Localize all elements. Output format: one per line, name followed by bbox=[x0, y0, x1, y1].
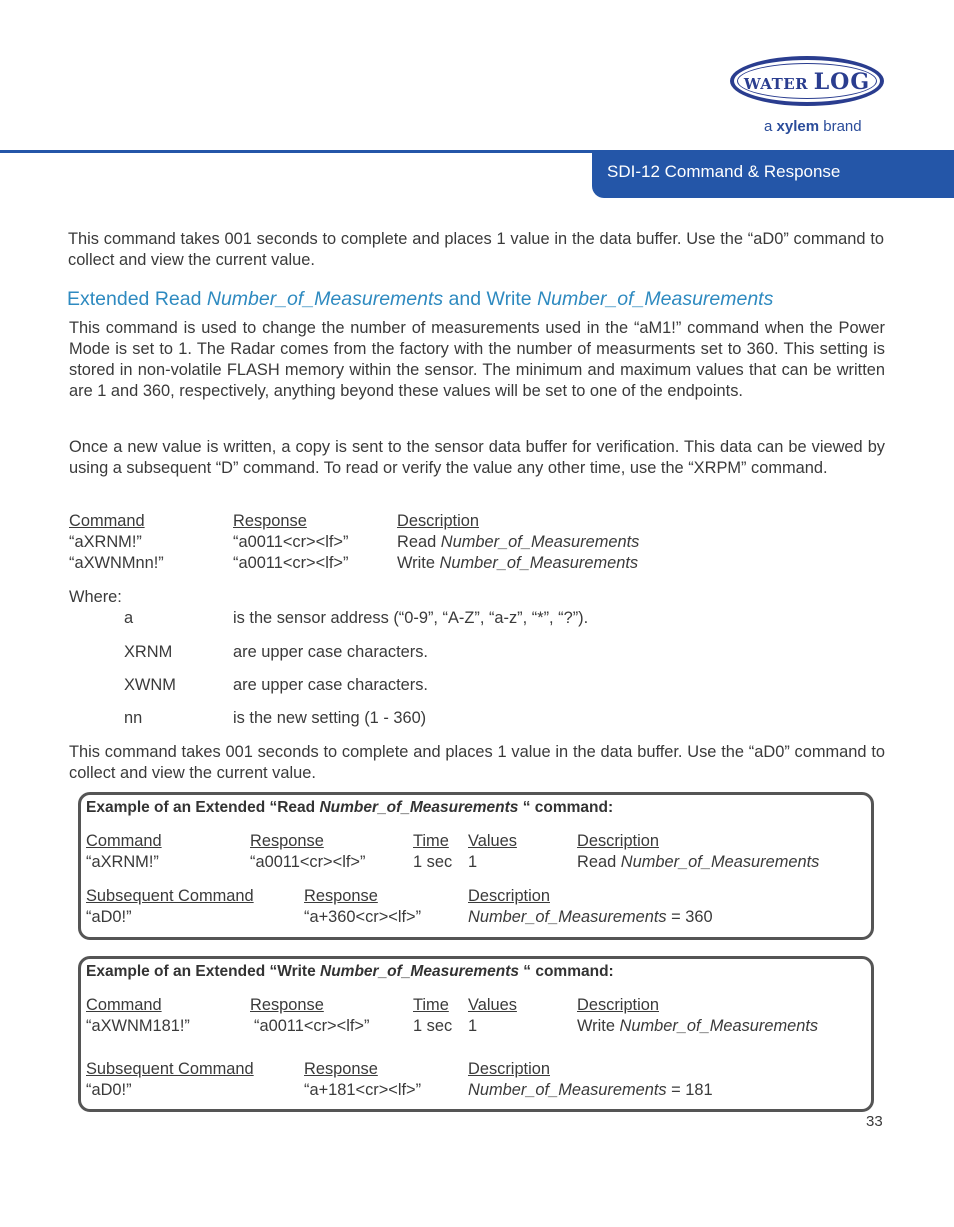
brand-tagline: a xylem brand bbox=[764, 118, 862, 135]
page-number: 33 bbox=[866, 1113, 883, 1130]
ex-time: 1 sec bbox=[413, 1017, 453, 1035]
ex-header-description: Description bbox=[577, 996, 659, 1014]
ex-sub-response: “a+181<cr><lf>” bbox=[304, 1081, 422, 1099]
ex-time: 1 sec bbox=[413, 853, 453, 871]
ex-header-time: Time bbox=[413, 832, 449, 850]
where-definition: are upper case characters. bbox=[233, 676, 428, 694]
col-header-response: Response bbox=[233, 512, 307, 530]
ex-header-values: Values bbox=[468, 832, 517, 850]
paragraph-1: This command is used to change the number of measurements used in the “aM1!” command when the Power Mode is set to 1. The Radar comes from the factory with the number of measurments set to 360. This setting is stored in non-volatile FLASH memory within the sensor. The minimum and maximum values that can be written are 1 and 360, respectively, anything beyond these values will be set to one of the endpoints. bbox=[69, 319, 885, 400]
col-header-description: Description bbox=[397, 512, 479, 530]
table-row-description: Read Number_of_Measurements bbox=[397, 533, 640, 551]
ex-header-response: Response bbox=[250, 832, 324, 850]
where-definition: is the sensor address (“0-9”, “A-Z”, “a-z”, “*”, “?”). bbox=[233, 609, 589, 627]
where-definition: are upper case characters. bbox=[233, 643, 428, 661]
ex-values: 1 bbox=[468, 853, 478, 871]
ex-sub-description: Number_of_Measurements = 181 bbox=[468, 1081, 713, 1099]
table-row-command: “aXWNMnn!” bbox=[69, 554, 164, 572]
ex-response: “a0011<cr><lf>” bbox=[250, 853, 366, 871]
col-header-command: Command bbox=[69, 512, 145, 530]
where-definition: is the new setting (1 - 360) bbox=[233, 709, 427, 727]
ex-command: “aXRNM!” bbox=[86, 853, 159, 871]
outro-paragraph: This command takes 001 seconds to complete and places 1 value in the data buffer. Use the “aD0” command to collect and view the current value. bbox=[69, 743, 885, 782]
paragraph-2: Once a new value is written, a copy is sent to the sensor data buffer for verification. This data can be viewed by using a subsequent “D” command. To read or verify the value any other time, use the “XRPM” command. bbox=[69, 438, 885, 477]
ex-header-values: Values bbox=[468, 996, 517, 1014]
ex-sub-header-description: Description bbox=[468, 887, 550, 905]
ex-sub-response: “a+360<cr><lf>” bbox=[304, 908, 422, 926]
example-title: Example of an Extended “Read Number_of_Measurements “ command: bbox=[86, 799, 614, 816]
table-row-response: “a0011<cr><lf>” bbox=[233, 533, 349, 551]
ex-header-response: Response bbox=[250, 996, 324, 1014]
ex-header-command: Command bbox=[86, 996, 162, 1014]
where-term: XRNM bbox=[124, 643, 173, 661]
ex-sub-header-response: Response bbox=[304, 1060, 378, 1078]
where-term: XWNM bbox=[124, 676, 176, 694]
table-row-response: “a0011<cr><lf>” bbox=[233, 554, 349, 572]
logo-wordmark: WATER LOG bbox=[743, 69, 871, 95]
ex-sub-header-response: Response bbox=[304, 887, 378, 905]
ex-header-time: Time bbox=[413, 996, 449, 1014]
where-term: a bbox=[124, 609, 134, 627]
table-row-command: “aXRNM!” bbox=[69, 533, 142, 551]
table-row-description: Write Number_of_Measurements bbox=[397, 554, 639, 572]
ex-sub-header-description: Description bbox=[468, 1060, 550, 1078]
section-heading: Extended Read Number_of_Measurements and Write Number_of_Measurements bbox=[67, 288, 774, 310]
waterlog-logo bbox=[730, 56, 884, 106]
ex-response: “a0011<cr><lf>” bbox=[254, 1017, 370, 1035]
ex-description: Write Number_of_Measurements bbox=[577, 1017, 819, 1035]
ex-sub-command: “aD0!” bbox=[86, 908, 132, 926]
ex-command: “aXWNM181!” bbox=[86, 1017, 190, 1035]
ex-sub-command: “aD0!” bbox=[86, 1081, 132, 1099]
intro-paragraph: This command takes 001 seconds to complete and places 1 value in the data buffer. Use the “aD0” command to collect and view the current value. bbox=[68, 230, 884, 269]
where-label: Where: bbox=[69, 588, 122, 606]
section-tab: SDI-12 Command & Response bbox=[592, 150, 954, 198]
ex-header-description: Description bbox=[577, 832, 659, 850]
ex-sub-header-command: Subsequent Command bbox=[86, 1060, 254, 1078]
example-title: Example of an Extended “Write Number_of_Measurements “ command: bbox=[86, 963, 614, 980]
ex-sub-description: Number_of_Measurements = 360 bbox=[468, 908, 713, 926]
ex-header-command: Command bbox=[86, 832, 162, 850]
where-term: nn bbox=[124, 709, 143, 727]
ex-sub-header-command: Subsequent Command bbox=[86, 887, 254, 905]
ex-description: Read Number_of_Measurements bbox=[577, 853, 820, 871]
ex-values: 1 bbox=[468, 1017, 478, 1035]
